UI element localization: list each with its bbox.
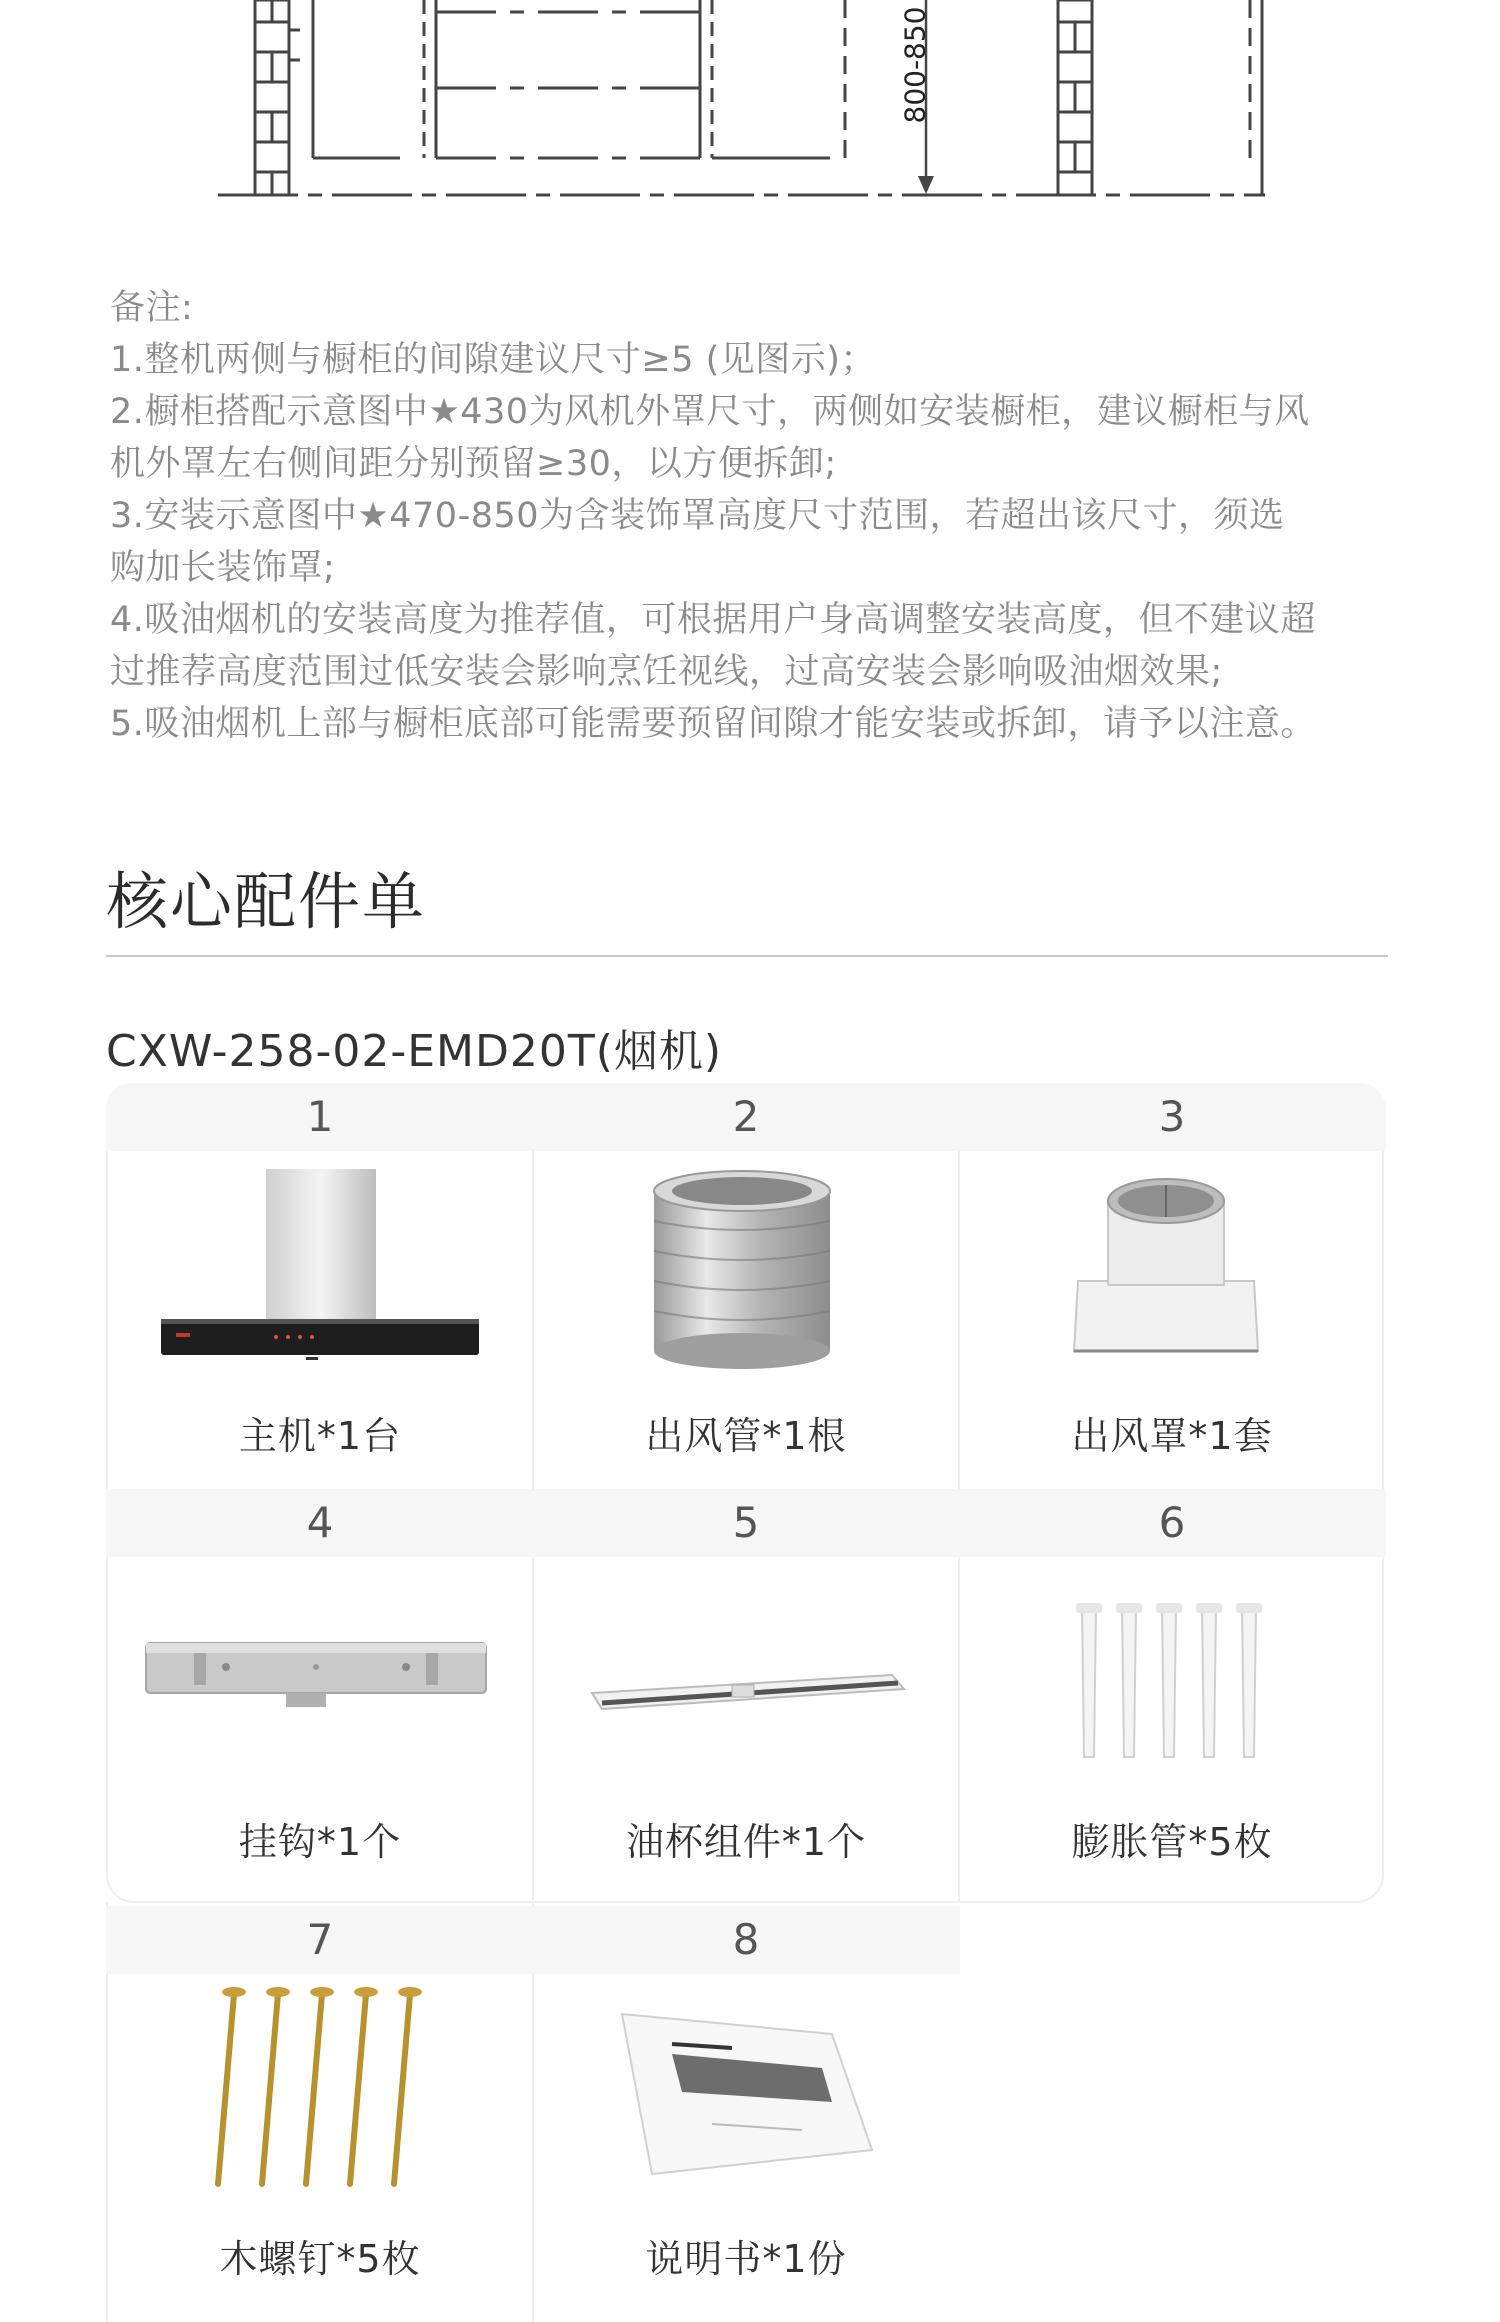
wood-screw-icon <box>106 1974 534 2214</box>
note-line: 3.安装示意图中★470-850为含装饰罩高度尺寸范围，若超出该尺寸，须选 <box>110 496 1285 536</box>
item-number: 2 <box>532 1083 960 1151</box>
item-number: 6 <box>958 1489 1386 1557</box>
height-dimension-label <box>895 0 935 130</box>
accessory-item <box>106 1083 534 1499</box>
note-line: 5.吸油烟机上部与橱柜底部可能需要预留间隙才能安装或拆卸，请予以注意。 <box>110 704 1316 744</box>
item-number: 3 <box>958 1083 1386 1151</box>
note-line: 机外罩左右侧间距分别预留≥30，以方便拆卸; <box>110 444 837 484</box>
accessory-item <box>958 1489 1386 1905</box>
item-number: 4 <box>106 1489 534 1557</box>
section-divider <box>106 955 1388 957</box>
item-caption: 出风管*1根 <box>645 1414 847 1458</box>
manual-icon <box>532 1974 960 2214</box>
exhaust-duct-icon <box>532 1151 960 1391</box>
accessories-grid <box>106 1083 1386 2322</box>
notes-heading: 备注: <box>110 288 194 328</box>
wall-anchor-icon <box>958 1557 1386 1797</box>
accessory-item <box>532 1489 960 1905</box>
item-caption: 膨胀管*5枚 <box>1071 1820 1273 1864</box>
accessory-item <box>958 1083 1386 1499</box>
outlet-cover-icon <box>958 1151 1386 1391</box>
note-line: 2.橱柜搭配示意图中★430为风机外罩尺寸，两侧如安装橱柜，建议橱柜与风 <box>110 392 1310 432</box>
item-caption: 说明书*1份 <box>645 2237 847 2281</box>
dimension-text: 800-850 <box>898 6 932 124</box>
installation-drawing <box>0 0 1500 230</box>
hook-bracket-icon <box>106 1557 534 1797</box>
item-number: 7 <box>106 1906 534 1974</box>
item-caption: 挂钩*1个 <box>238 1820 402 1864</box>
note-line: 购加长装饰罩; <box>110 548 336 588</box>
note-line: 1.整机两侧与橱柜的间隙建议尺寸≥5 (见图示)； <box>110 340 876 380</box>
item-number: 5 <box>532 1489 960 1557</box>
item-caption: 主机*1台 <box>238 1414 402 1458</box>
accessory-item <box>106 1489 534 1905</box>
accessory-item <box>532 1906 960 2322</box>
item-number: 1 <box>106 1083 534 1151</box>
installation-notes <box>110 282 1410 750</box>
accessory-item <box>532 1083 960 1499</box>
model-number: CXW-258-02-EMD20T(烟机) <box>106 1026 723 1077</box>
accessory-item <box>106 1906 534 2322</box>
note-line: 过推荐高度范围过低安装会影响烹饪视线，过高安装会影响吸油烟效果; <box>110 652 1223 692</box>
range-hood-icon <box>106 1151 534 1391</box>
section-title: 核心配件单 <box>106 865 427 938</box>
oil-cup-icon <box>532 1557 960 1797</box>
item-number: 8 <box>532 1906 960 1974</box>
item-caption: 出风罩*1套 <box>1071 1414 1273 1458</box>
note-line: 4.吸油烟机的安装高度为推荐值，可根据用户身高调整安装高度，但不建议超 <box>110 600 1316 640</box>
cabinet-diagram <box>0 0 1500 230</box>
item-caption: 木螺钉*5枚 <box>219 2237 421 2281</box>
item-caption: 油杯组件*1个 <box>625 1820 867 1864</box>
